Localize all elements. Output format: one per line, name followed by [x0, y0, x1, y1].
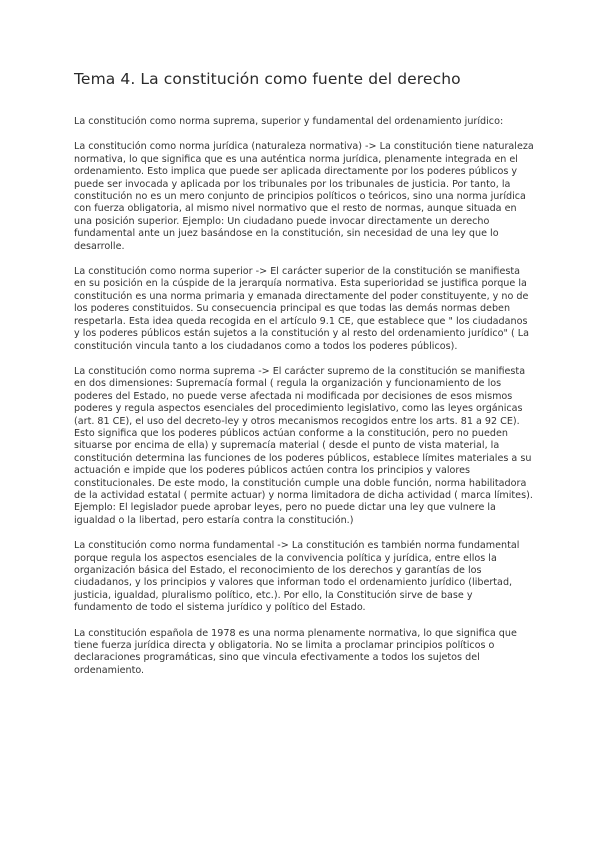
paragraph-constitucion-1978: La constitución española de 1978 es una norma plenamente normativa, lo que significa que tiene fuerza jurídica directa y obligatoria. No se limita a proclamar principios políticos o declaraciones programáticas, sino que vincula efectivamente a todos los sujetos del ordenamiento. [74, 627, 517, 676]
paragraph-intro: La constitución como norma suprema, superior y fundamental del ordenamiento jurídico: [74, 116, 504, 127]
paragraph-norma-juridica: La constitución como norma jurídica (naturaleza normativa) -> La constitución tiene naturaleza normativa, lo que significa que es una auténtica norma jurídica, plenamente integrada en el ordenamiento. Esto implica que puede ser aplicada directamente por los poderes públicos y puede ser invocada y aplicada por los tribunales por los tribunales de justicia. Por tanto, la constitución no es un mero conjunto de principios políticos o teóricos, sino una norma jurídica con fuerza obligatoria, al mismo nivel normativo que el resto de normas, aunque situada en una posición superior. Ejemplo: Un ciudadano puede invocar directamente un derecho fundamental ante un juez basándose en la constitución, sin necesidad de una ley que lo desarrolle. [74, 141, 534, 252]
document-page [74, 68, 534, 690]
paragraph-norma-fundamental: La constitución como norma fundamental -> La constitución es también norma fundamental porque regula los aspectos esenciales de la convivencia política y jurídica, entre ellos la organización básica del Estado, el reconocimiento de los derechos y garantías de los ciudadanos, y los principios y valores que informan todo el ordenamiento jurídico (libertad, justicia, igualdad, pluralismo político, etc.). Por ello, la Constitución sirve de base y fundamento de todo el sistema jurídico y político del Estado. [74, 540, 520, 614]
paragraph-norma-superior: La constitución como norma superior -> El carácter superior de la constitución se manifiesta en su posición en la cúspide de la jerarquía normativa. Esta superioridad se justifica porque la constitución es una norma primaria y emanada directamente del poder constituyente, y no de los poderes constituidos. Su consecuencia principal es que todas las demás normas deben respetarla. Esta idea queda recogida en el artículo 9.1 CE, que establece que " los ciudadanos y los poderes públicos están sujetos a la constitución y al resto del ordenamiento jurídico" ( La constitución vincula tanto a los ciudadanos como a todos los poderes públicos). [74, 266, 530, 352]
document-title: Tema 4. La constitución como fuente del derecho [74, 70, 461, 88]
paragraph-norma-suprema: La constitución como norma suprema -> El carácter supremo de la constitución se manifiesta en dos dimensiones: Supremacía formal ( regula la organización y funcionamiento de los poderes del Estado, no puede verse afectada ni modificada por decisiones de esos mismos poderes y regula aspectos esenciales del procedimiento legislativo, como las leyes orgánicas (art. 81 CE), el uso del decreto-ley y otros mecanismos recogidos entre los arts. 81 a 92 CE). Esto significa que los poderes públicos actúan conforme a la constitución, pero no pueden situarse por encima de ella) y supremacía material ( desde el punto de vista material, la constitución determina las funciones de los poderes públicos, establece límites materiales a su actuación e impide que los poderes públicos actúen contra los principios y valores constitucionales. De este modo, la constitución cumple una doble función, norma habilitadora de la actividad estatal ( permite actuar) y norma limitadora de dicha actividad ( marca límites). Ejemplo: El legislador puede aprobar leyes, pero no puede dictar una ley que vulnere la igualdad o la libertad, pero estaría contra la constitución.) [74, 365, 533, 526]
